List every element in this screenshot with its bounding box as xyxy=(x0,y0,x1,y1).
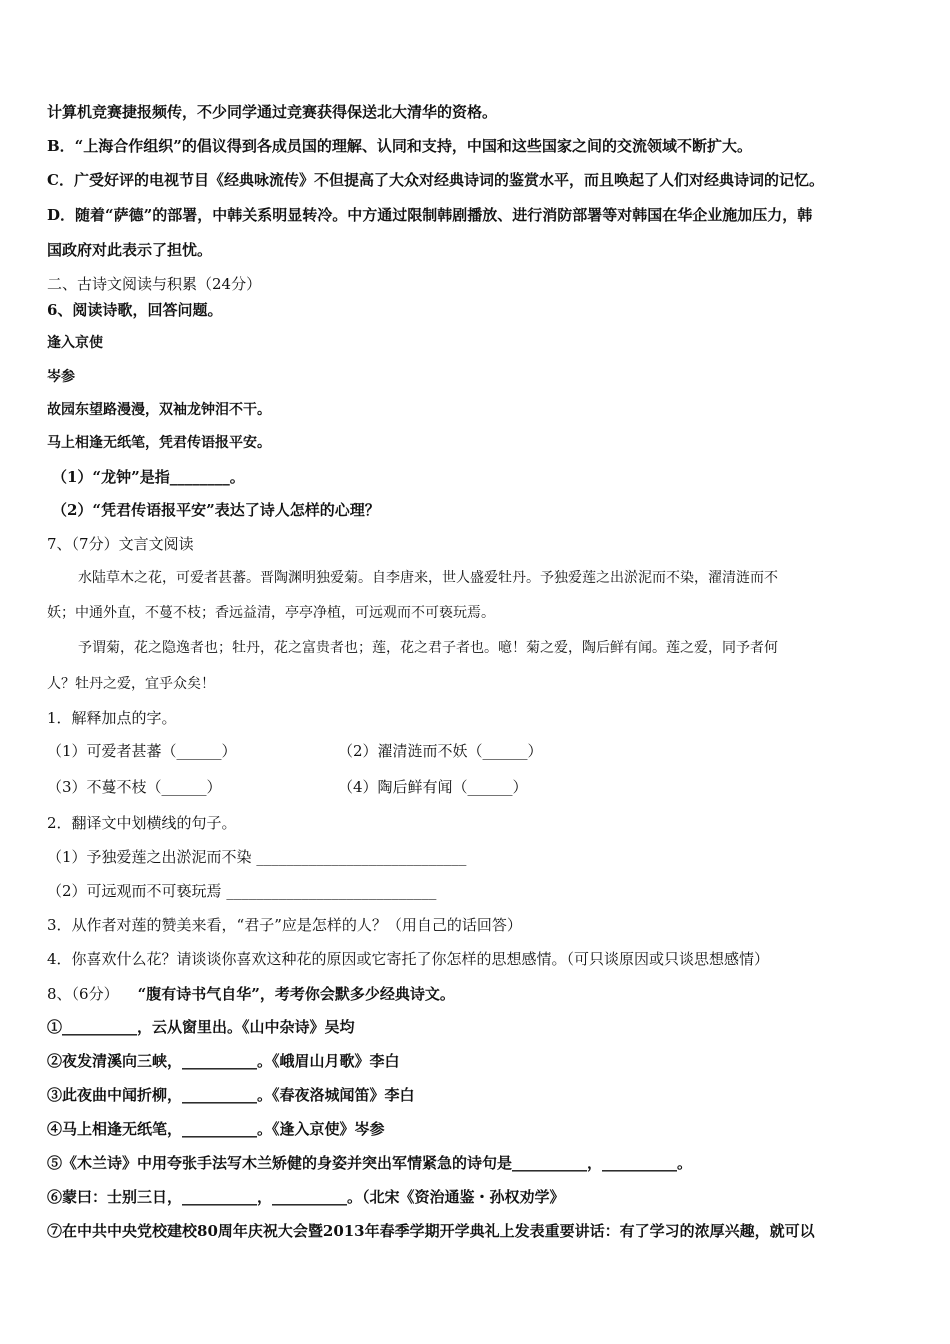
q5-option-a-continued: 计算机竞赛捷报频传，不少同学通过竞赛获得保送北大清华的资格。 xyxy=(47,103,498,121)
q7-part-1: 1．解释加点的字。 xyxy=(47,709,177,727)
q7-part-1b: （2）濯清涟而不妖（______） xyxy=(338,742,543,760)
passage-p1-line2: 妖；中通外直，不蔓不枝；香远益清，亭亭净植，可远观而不可亵玩焉。 xyxy=(47,605,495,621)
q8-heading xyxy=(47,983,455,1005)
passage-p1-line1: 水陆草木之花，可爱者甚蕃。晋陶渊明独爱菊。自李唐来，世人盛爱牡丹。予独爱莲之出淤泥而不染，濯清涟而不 xyxy=(78,570,778,586)
q7-part-2a: （1）予独爱莲之出淤泥而不染 ____________________________ xyxy=(47,848,467,866)
poem-line-1: 故园东望路漫漫，双袖龙钟泪不干。 xyxy=(47,402,271,418)
q7-part-2b: （2）可远观而不可亵玩焉 ____________________________ xyxy=(47,882,437,900)
q8-item-5: ⑤《木兰诗》中用夸张手法写木兰矫健的身姿并突出军情紧急的诗句是__________，__________。 xyxy=(47,1154,693,1172)
q8-item-6: ⑥蒙曰：士别三日，__________，__________。（北宋《资治通鉴・孙权劝学》 xyxy=(47,1188,565,1206)
poem-line-2: 马上相逢无纸笔，凭君传语报平安。 xyxy=(47,435,271,451)
q8-item-2: ②夜发清溪向三峡，__________。《峨眉山月歌》李白 xyxy=(47,1052,400,1070)
poem-author: 岑参 xyxy=(47,369,75,385)
q8-item-3: ③此夜曲中闻折柳，__________。《春夜洛城闻笛》李白 xyxy=(47,1086,415,1104)
q7-part-1d: （4）陶后鲜有闻（______） xyxy=(338,778,528,796)
q7-heading: 7、（7分）文言文阅读 xyxy=(47,535,194,553)
q7-part-2: 2．翻译文中划横线的句子。 xyxy=(47,814,237,832)
q5-option-b: B．“上海合作组织”的倡议得到各成员国的理解、认同和支持，中国和这些国家之间的交流领域不断扩大。 xyxy=(47,137,752,155)
q7-part-4: 4．你喜欢什么花？请谈谈你喜欢这种花的原因或它寄托了你怎样的思想感情。（可只谈原因或只谈思想感情） xyxy=(47,950,770,968)
q5-option-d-line2: 国政府对此表示了担忧。 xyxy=(47,241,213,259)
passage-p2-line1: 予谓菊，花之隐逸者也；牡丹，花之富贵者也；莲，花之君子者也。噫！菊之爱，陶后鲜有闻。莲之爱，同予者何 xyxy=(78,640,778,656)
q7-part-1c: （3）不蔓不枝（______） xyxy=(47,778,222,796)
passage-p2-line2: 人？牡丹之爱，宜乎众矣！ xyxy=(47,676,215,692)
q8-prompt: “腹有诗书气自华”，考考你会默多少经典诗文。 xyxy=(137,985,455,1003)
poem-title: 逢入京使 xyxy=(47,335,103,351)
q8-number: 8、（6分） xyxy=(47,985,119,1003)
q5-option-c: C．广受好评的电视节目《经典咏流传》不但提高了大众对经典诗词的鉴赏水平，而且唤起了人们对经典诗词的记忆。 xyxy=(47,171,824,189)
q6-sub-2: （2）“凭君传语报平安”表达了诗人怎样的心理？ xyxy=(52,501,380,519)
q8-item-1: ①__________，云从窗里出。《山中杂诗》吴均 xyxy=(47,1018,355,1036)
q8-item-4: ④马上相逢无纸笔，__________。《逢入京使》岑参 xyxy=(47,1120,385,1138)
q8-item-7: ⑦在中共中央党校建校80周年庆祝大会暨2013年春季学期开学典礼上发表重要讲话：有了学习的浓厚兴趣，就可以 xyxy=(47,1222,815,1240)
q7-part-1a: （1）可爱者甚蕃（______） xyxy=(47,742,237,760)
q7-part-3: 3．从作者对莲的赞美来看，“君子”应是怎样的人？（用自己的话回答） xyxy=(47,916,522,934)
section-2-heading: 二、古诗文阅读与积累（24分） xyxy=(47,275,262,293)
q6-heading: 6、阅读诗歌，回答问题。 xyxy=(47,301,223,319)
q5-option-d-line1: D．随着“萨德”的部署，中韩关系明显转冷。中方通过限制韩剧播放、进行消防部署等对韩国在华企业施加压力，韩 xyxy=(47,206,813,224)
q6-sub-1: （1）“龙钟”是指________。 xyxy=(52,468,245,486)
